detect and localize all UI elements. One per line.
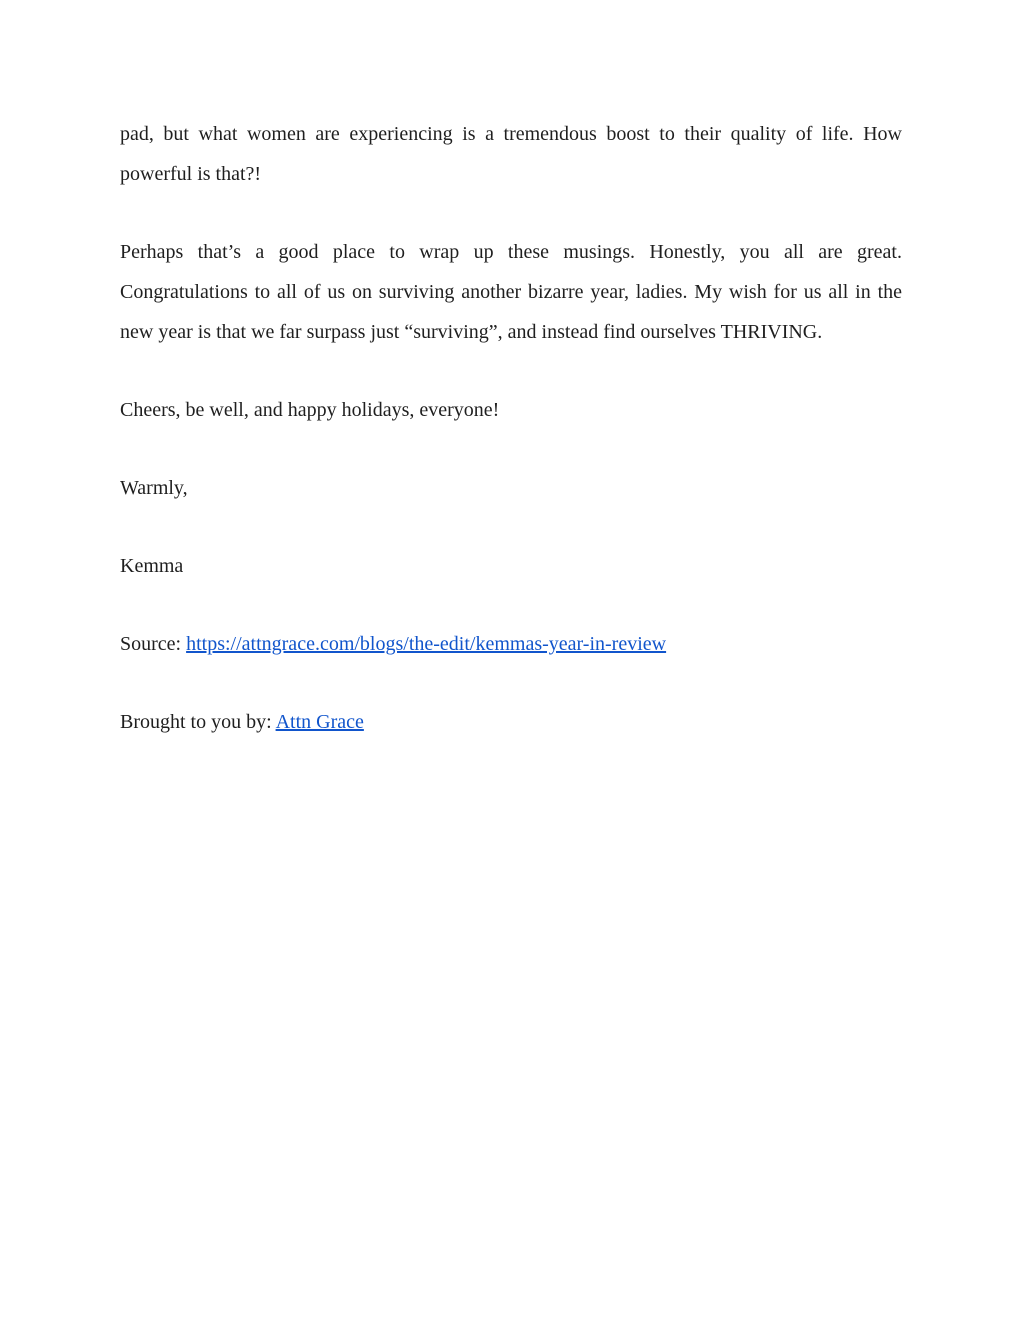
closing-line: Warmly, bbox=[120, 477, 188, 499]
signature-name: Kemma bbox=[120, 555, 184, 577]
attn-grace-link[interactable]: Attn Grace bbox=[275, 711, 364, 733]
source-line bbox=[120, 624, 902, 664]
source-link[interactable]: https://attngrace.com/blogs/the-edit/kemmas-year-in-review bbox=[186, 633, 667, 655]
paragraph-quality-of-life: pad, but what women are experiencing is a tremendous boost to their quality of life. How powerful is that?! bbox=[120, 123, 902, 185]
paragraph-cheers: Cheers, be well, and happy holidays, everyone! bbox=[120, 399, 500, 421]
source-label: Source: bbox=[120, 633, 187, 655]
document-body bbox=[120, 114, 902, 780]
brought-by-line bbox=[120, 702, 902, 742]
brought-by-label: Brought to you by: bbox=[120, 711, 276, 733]
paragraph-wrap-up: Perhaps that’s a good place to wrap up these musings. Honestly, you all are great. Congratulations to all of us on surviving another bizarre year, ladies. My wish for us all in the new year is that we far surpass just “surviving”, and instead find ourselves THRIVING. bbox=[120, 241, 902, 343]
